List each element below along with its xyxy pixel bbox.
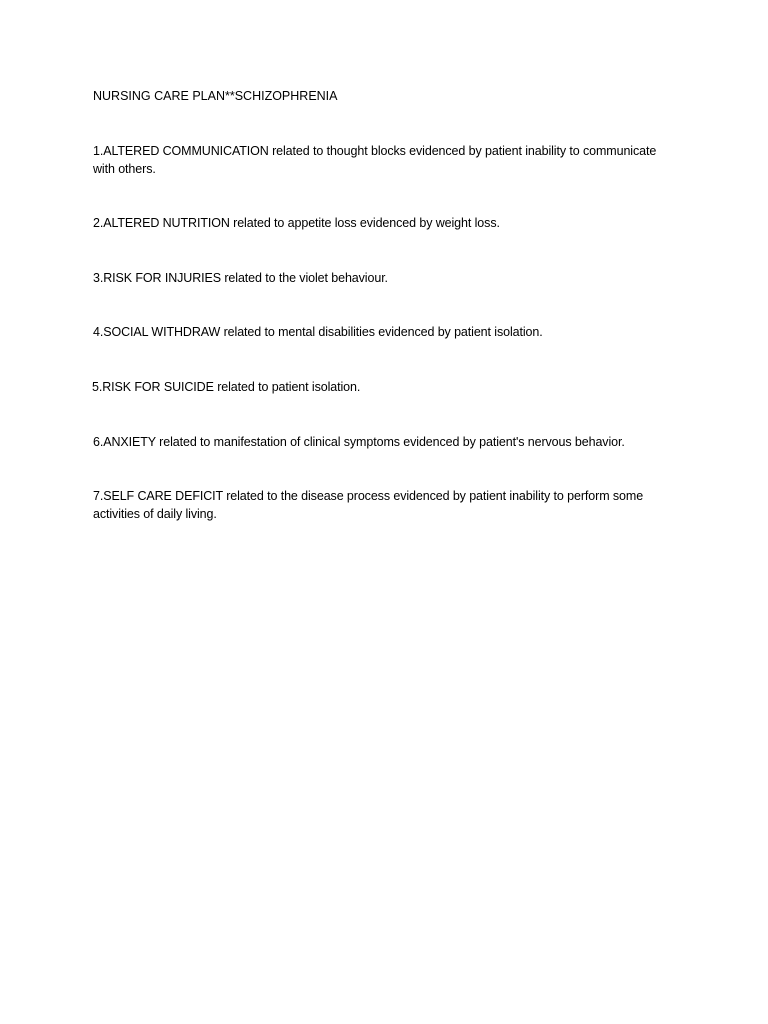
care-plan-item: 1.ALTERED COMMUNICATION related to thought blocks evidenced by patient inability to communicate with others. xyxy=(93,144,657,176)
care-plan-item: 7.SELF CARE DEFICIT related to the disease process evidenced by patient inability to perform some activities of daily living. xyxy=(93,489,644,521)
care-plan-item: 3.RISK FOR INJURIES related to the violet behaviour. xyxy=(93,271,388,285)
document-title: NURSING CARE PLAN**SCHIZOPHRENIA xyxy=(93,89,338,103)
care-plan-item: 5.RISK FOR SUICIDE related to patient isolation. xyxy=(92,380,361,394)
care-plan-item: 2.ALTERED NUTRITION related to appetite loss evidenced by weight loss. xyxy=(93,216,500,230)
care-plan-item: 4.SOCIAL WITHDRAW related to mental disabilities evidenced by patient isolation. xyxy=(93,325,543,339)
care-plan-item: 6.ANXIETY related to manifestation of clinical symptoms evidenced by patient's nervous behavior. xyxy=(93,435,625,449)
